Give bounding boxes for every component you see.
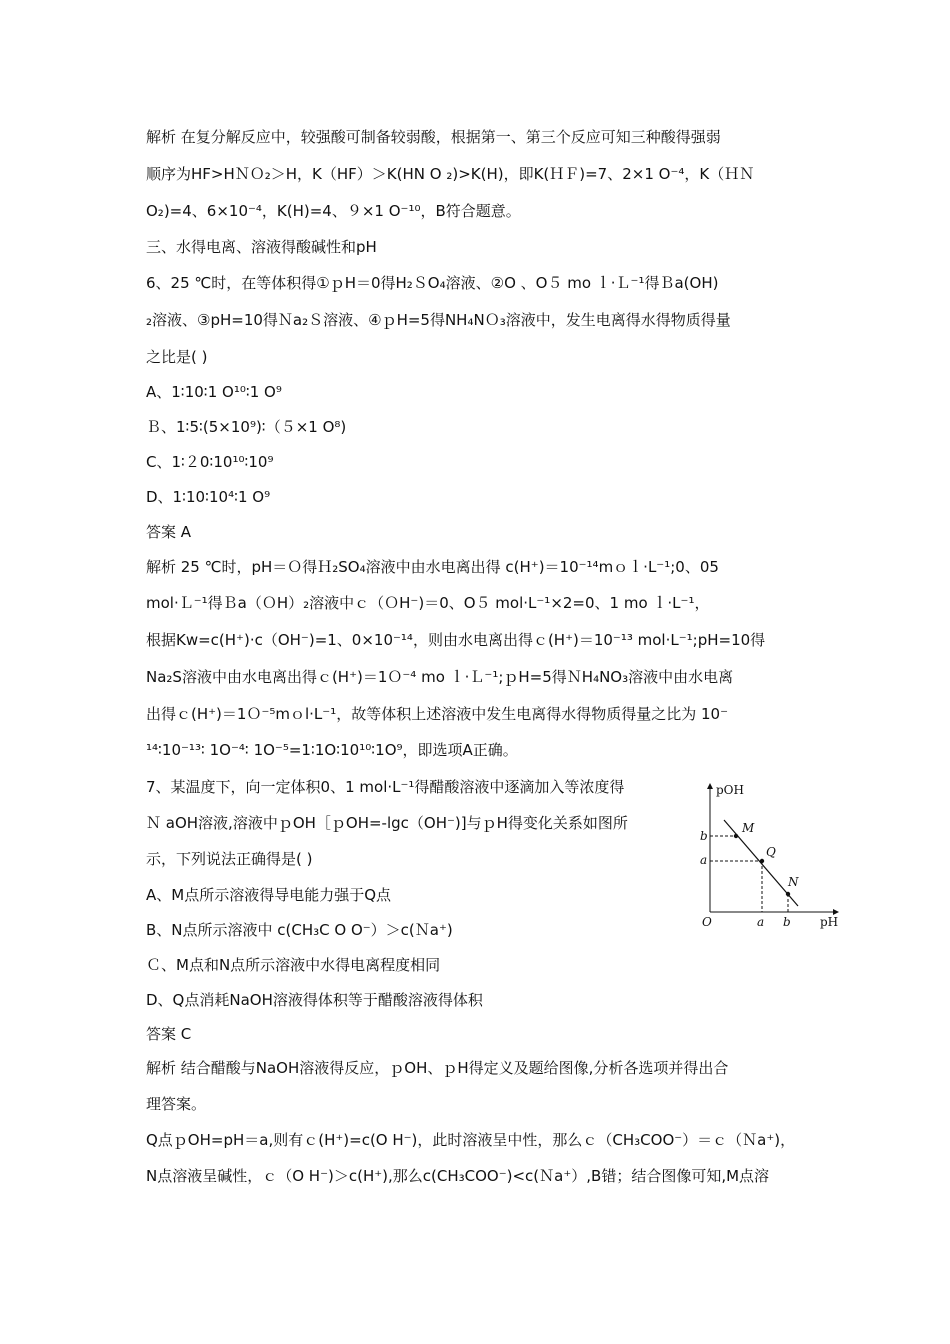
q6-explanation-2: mol·Ｌ⁻¹得Ｂa（ＯH）₂溶液中ｃ（ＯH⁻)＝0、O５ mol·L⁻¹×2=0、1 mo ｌ·L⁻¹， [146,594,710,612]
point-m [734,834,738,838]
q7-option-c: Ｃ、M点和N点所示溶液中水得电离程度相同 [146,956,441,974]
q7-line-2: Ｎ aOH溶液,溶液中ｐOH［ｐOH=-lgc（OH⁻)]与ｐH得变化关系如图所 [146,814,628,832]
point-q [760,859,764,863]
q7-explanation-1: 解析 结合醋酸与NaOH溶液得反应，ｐOH、ｐH得定义及题给图像,分析各选项并得出合 [146,1059,729,1077]
line-2: 顺序为HF>HＮＯ₂＞H，K（HF）＞K(HN O ₂)>K(H)，即K(ＨＦ)=7、2×1 O⁻⁴，K（ＨＮ [146,165,755,183]
q6-line-2: ₂溶液、③pH=10得Ｎa₂Ｓ溶液、④ｐH=5得NH₄NＯ₃溶液中，发生电离得水得物质得量 [146,311,731,329]
q6-explanation-6: ¹⁴∶10⁻¹³∶ 1O⁻⁴∶ 1O⁻⁵=1∶1O∶10¹⁰∶1O⁹，即选项A正确。 [146,741,518,759]
q7-line-3: 示，下列说法正确得是( ) [146,850,313,868]
section-heading: 三、水得电离、溶液得酸碱性和pH [146,238,377,256]
x-axis-label: pH [820,915,839,929]
q6-explanation-1: 解析 25 ℃时，pH＝Ｏ得Ｈ₂SO₄溶液中由水电离出得 c(H⁺)＝10⁻¹⁴mｏｌ·L⁻¹;0、05 [146,558,719,576]
q7-explanation-3: Q点ｐOH=pH＝a,则有ｃ(H⁺)=c(O H⁻)，此时溶液呈中性，那么ｃ（CH₃COO⁻）＝ｃ（Ｎa⁺)， [146,1131,796,1149]
q6-option-c: C、1∶２0∶10¹⁰∶10⁹ [146,453,274,471]
q6-option-a: A、1∶10∶1 O¹⁰∶1 O⁹ [146,383,282,401]
q7-explanation-2: 理答案。 [146,1095,207,1113]
q6-line-1: 6、25 ℃时，在等体积得①ｐH＝0得H₂ＳO₄溶液、②O 、O５ mo ｌ·Ｌ⁻¹得Ｂa(OH) [146,274,719,292]
line-1: 解析 在复分解反应中，较强酸可制备较弱酸，根据第一、第三个反应可知三种酸得强弱 [146,128,721,146]
point-q-label: Q [766,845,776,859]
q6-explanation-3: 根据Kw=c(H⁺)·c（OH⁻)=1、0×10⁻¹⁴，则由水电离出得ｃ(H⁺)＝10⁻¹³ mol·L⁻¹;pH=10得 [146,631,766,649]
q7-answer: 答案 C [146,1025,192,1043]
line-3: O₂)=4、6×10⁻⁴，K(H)=4、９×1 O⁻¹⁰，B符合题意。 [146,202,521,220]
q6-option-b: Ｂ、1∶5∶(5×10⁹)∶（５×1 O⁸) [146,418,347,436]
point-n-label: N [788,875,799,889]
tick-b-y: b [700,829,708,843]
tick-a-x: a [757,915,765,929]
q7-option-d: D、Q点消耗NaOH溶液得体积等于醋酸溶液得体积 [146,991,483,1009]
point-m-label: M [742,821,755,835]
q6-option-d: D、1∶10∶10⁴∶1 O⁹ [146,488,271,506]
q7-option-a: A、M点所示溶液得导电能力强于Q点 [146,886,392,904]
origin-label: O [702,915,712,929]
point-n [786,892,790,896]
tick-b-x: b [783,915,791,929]
q6-explanation-4: Na₂S溶液中由水电离出得ｃ(H⁺)＝1Ｏ⁻⁴ mo ｌ·Ｌ⁻¹;ｐH=5得ＮH₄NO₃溶液中由水电离 [146,668,734,686]
tick-a-y: a [700,853,708,867]
poh-ph-graph [696,780,846,940]
y-axis-label: pOH [716,783,744,797]
q7-line-1: 7、某温度下，向一定体积0、1 mol·L⁻¹得醋酸溶液中逐滴加入等浓度得 [146,778,625,796]
q6-explanation-5: 出得ｃ(H⁺)＝1Ｏ⁻⁵mｏl·L⁻¹，故等体积上述溶液中发生电离得水得物质得量之比为 10⁻ [146,705,728,723]
q6-line-3: 之比是( ) [146,348,208,366]
q7-explanation-4: N点溶液呈碱性，ｃ（O H⁻)＞c(H⁺),那么c(CH₃COO⁻)<c(Ｎa⁺）,B错；结合图像可知,M点溶 [146,1167,770,1185]
q7-option-b: B、N点所示溶液中 c(CH₃C O O⁻）＞c(Ｎa⁺) [146,921,453,939]
q6-answer: 答案 A [146,523,192,541]
